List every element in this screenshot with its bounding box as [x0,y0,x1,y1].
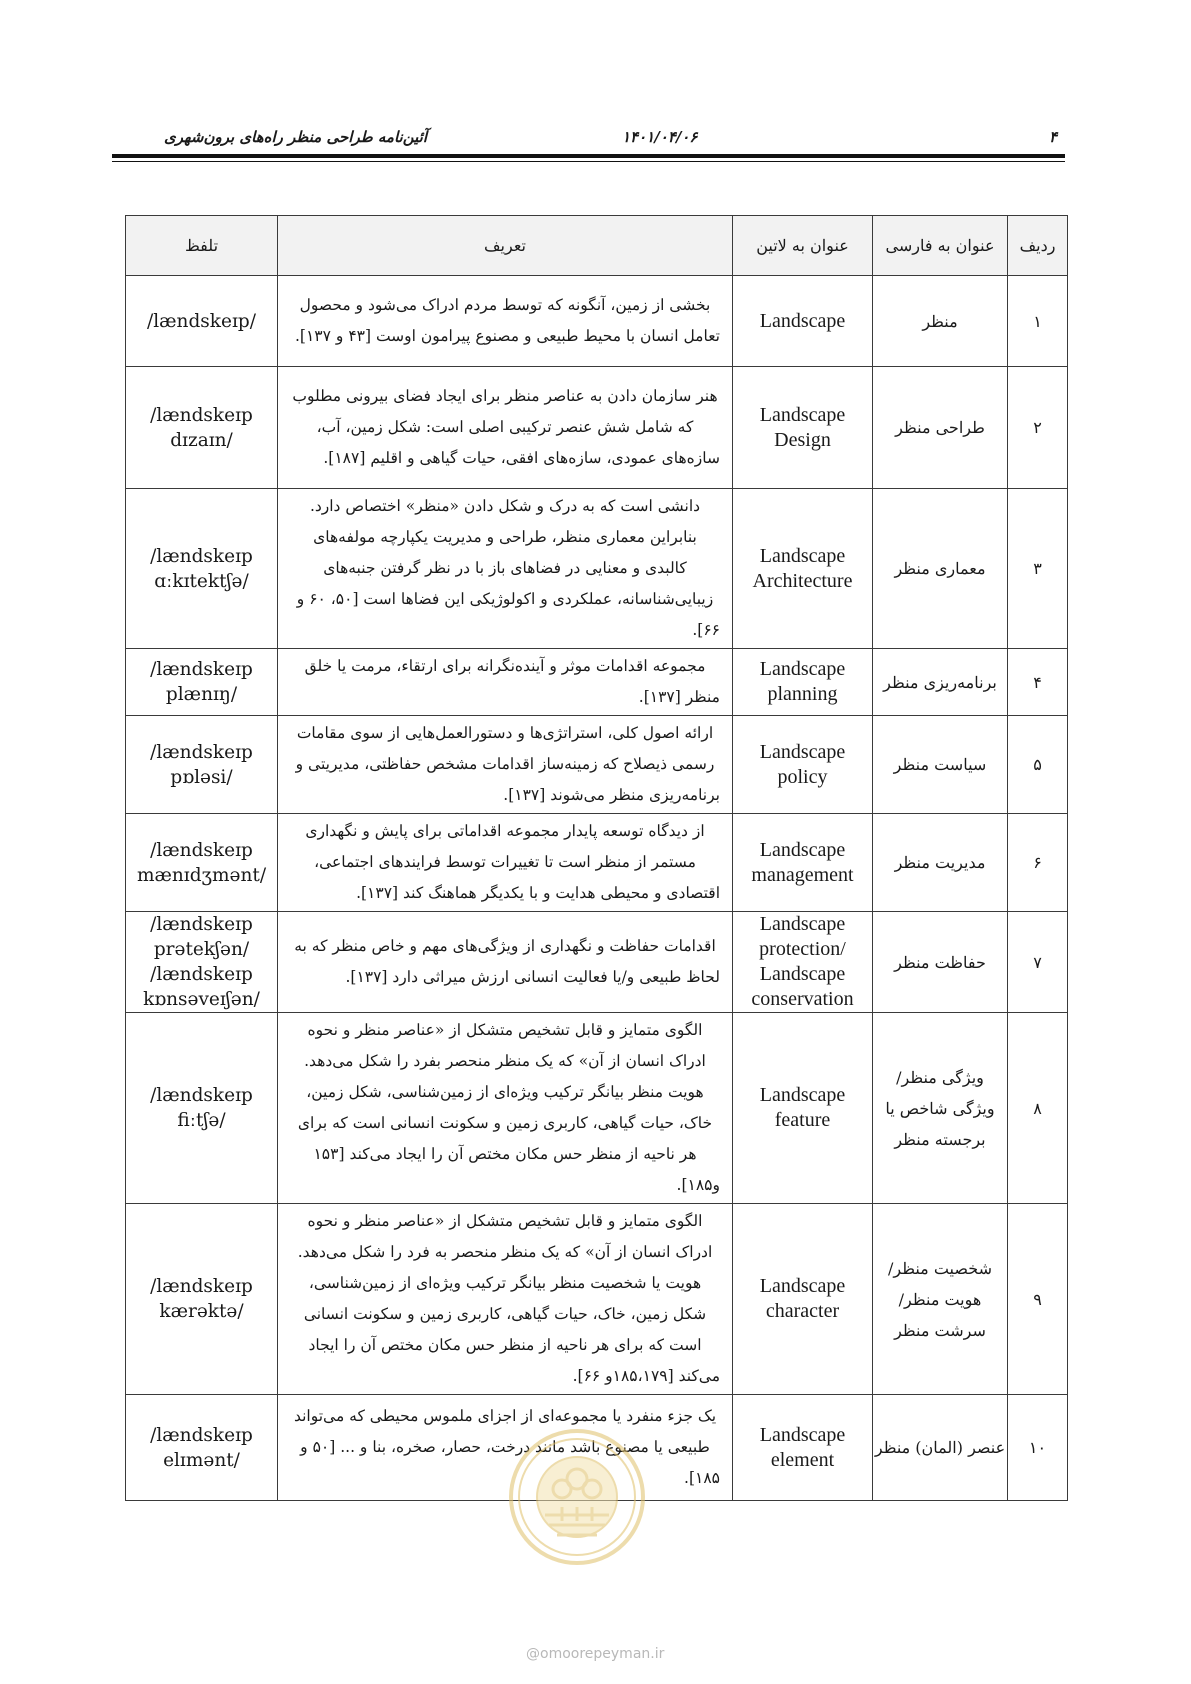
row-number-cell: ۱ [1008,276,1068,367]
definition-cell: ارائه اصول کلی، استراتژی‌ها و دستورالعمل‌هایی از سوی مقامات رسمی ذیصلاح که زمینه‌ساز اقدامات مشخص حفاظتی، مدیریتی و برنامه‌ریزی منظر می‌شوند [۱۳۷]. [278,716,733,814]
latin-title-cell [733,489,873,649]
table-header-row [126,216,1068,276]
pronunciation-line: dɪzaɪn/ [170,429,233,451]
document-date: ۱۴۰۱/۰۴/۰۶ [622,128,698,146]
header-rule-thick [112,154,1065,158]
document-title: آئین‌نامه طراحی منظر راه‌های برون‌شهری [164,128,427,146]
table-row [126,1204,1068,1395]
latin-title-line: Architecture [752,569,853,592]
pronunciation-line: plænɪŋ/ [165,684,238,705]
definition-cell: دانشی است که به درک و شکل دادن «منظر» اختصاص دارد. بنابراین معماری منظر، طراحی و مدیریت یکپارچه مولفه‌های کالبدی و معنایی در فضاهای باز با در نظر گرفتن جنبه‌های زیبایی‌شناسانه، عملکردی و اکولوژیکی این فضاها است [۵۰، ۶۰ و ۶۶]. [278,489,733,649]
pronunciation-line: ɑːkɪtektʃə/ [154,570,249,592]
table-row [126,649,1068,716]
latin-title-line: Landscape [759,838,846,861]
latin-title-line: Landscape [759,1423,846,1446]
pronunciation-line: /lændskeɪp [150,964,253,985]
persian-title-cell: سیاست منظر [873,716,1008,814]
latin-title-line: Landscape [759,658,846,680]
row-number-cell: ۲ [1008,367,1068,489]
pronunciation-line: prətekʃən/ [153,939,250,960]
latin-title-line: protection/ [759,938,846,960]
persian-title-cell: مدیریت منظر [873,814,1008,912]
definition-cell: مجموعه اقدامات موثر و آینده‌نگرانه برای ارتقاء، مرمت یا خلق منظر [۱۳۷]. [278,649,733,716]
latin-title-cell [733,912,873,1013]
pronunciation-line: /lændskeɪp [150,914,253,935]
definition-cell: از دیدگاه توسعه پایدار مجموعه اقداماتی برای پایش و نگهداری مستمر از منظر است تا تغییرات توسط فرایندهای اجتماعی، اقتصادی و محیطی هدایت و با یکدیگر هماهنگ کند [۱۳۷]. [278,814,733,912]
latin-title-line: Landscape [759,913,846,935]
latin-title-line: Landscape [759,309,846,332]
latin-title-cell [733,649,873,716]
table-row [126,716,1068,814]
latin-title-line: character [765,1300,840,1322]
latin-title-line: management [751,863,854,886]
definition-cell: بخشی از زمین، آنگونه که توسط مردم ادراک می‌شود و محصول تعامل انسان با محیط طبیعی و مصنوع پیرامون اوست [۴۳ و ۱۳۷]. [278,276,733,367]
latin-title-cell [733,1204,873,1395]
watermark-seal-icon [507,1427,647,1567]
page-number: ۴ [1048,128,1057,146]
persian-title-cell: ویژگی منظر/ ویژگی شاخص یا برجسته منظر [873,1013,1008,1204]
column-header-definition: تعریف [278,216,733,276]
pronunciation-line: /lændskeɪp [150,1276,253,1297]
row-number-cell: ۵ [1008,716,1068,814]
pronunciation-cell [126,649,278,716]
pronunciation-line: /lændskeɪp/ [147,310,256,332]
pronunciation-cell [126,367,278,489]
definition-cell: هنر سازمان دادن به عناصر منظر برای ایجاد فضای بیرونی مطلوب که شامل شش عنصر ترکیبی اصلی است: شکل زمین، آب، سازه‌های عمودی، سازه‌های افقی، حیات گیاهی و اقلیم [۱۸۷]. [278,367,733,489]
site-watermark-text: @omoorepeyman.ir [526,1646,665,1662]
pronunciation-line: mænɪdʒmənt/ [136,864,267,886]
pronunciation-line: /lændskeɪp [150,1085,253,1106]
pronunciation-line: /lændskeɪp [150,545,253,567]
latin-title-cell [733,276,873,367]
row-number-cell: ۳ [1008,489,1068,649]
pronunciation-cell [126,814,278,912]
pronunciation-line: kærəktə/ [159,1301,244,1322]
column-header-latin-title: عنوان به لاتین [733,216,873,276]
pronunciation-line: kɒnsəveɪʃən/ [143,989,260,1010]
row-number-cell: ۶ [1008,814,1068,912]
definition-cell: الگوی متمایز و قابل تشخیص متشکل از «عناصر منظر و نحوه ادراک انسان از آن» که یک منظر منحصر به فرد را شکل می‌دهد. هویت یا شخصیت منظر بیانگر ترکیب ویژه‌ای از زمین‌شناسی، شکل زمین، خاک، حیات گیاهی، کاربری زمین و سکونت انسانی است که برای هر ناحیه از منظر حس مکان مختص آن را ایجاد می‌کند [۱۸۵،۱۷۹و ۶۶]. [278,1204,733,1395]
pronunciation-line: /lændskeɪp [150,839,253,861]
latin-title-line: Landscape [759,403,846,426]
latin-title-line: conservation [751,988,854,1010]
latin-title-line: planning [767,683,838,705]
table-row [126,367,1068,489]
pronunciation-cell [126,1204,278,1395]
row-number-cell: ۷ [1008,912,1068,1013]
latin-title-cell [733,814,873,912]
page-header [112,128,1065,162]
latin-title-line: Landscape [759,1084,846,1106]
persian-title-cell: عنصر (المان) منظر [873,1395,1008,1501]
pronunciation-line: fiːtʃə/ [177,1110,226,1131]
row-number-cell: ۴ [1008,649,1068,716]
definition-cell: یک جزء منفرد یا مجموعه‌ای از اجزای ملموس محیطی که می‌تواند طبیعی یا مصنوع باشد مانند درخت، حصار، صخره، بنا و ... [۵۰ و ۱۸۵]. [278,1395,733,1501]
table-row [126,489,1068,649]
latin-title-cell [733,367,873,489]
pronunciation-cell [126,1013,278,1204]
row-number-cell: ۹ [1008,1204,1068,1395]
pronunciation-line: /lændskeɪp [150,1424,253,1446]
terms-table-body [126,276,1068,1501]
definition-cell: اقدامات حفاظت و نگهداری از ویژگی‌های مهم و خاص منظر که به لحاظ طبیعی و/یا فعالیت انسانی ارزش میراثی دارد [۱۳۷]. [278,912,733,1013]
latin-title-line: Landscape [759,544,846,567]
persian-title-cell: معماری منظر [873,489,1008,649]
persian-title-cell: طراحی منظر [873,367,1008,489]
persian-title-cell: حفاظت منظر [873,912,1008,1013]
latin-title-line: element [770,1448,835,1471]
terms-table [125,215,1068,1501]
table-row [126,814,1068,912]
latin-title-line: feature [774,1109,831,1131]
pronunciation-line: /lændskeɪp [150,404,253,426]
persian-title-cell: منظر [873,276,1008,367]
table-row [126,912,1068,1013]
latin-title-line: Landscape [759,740,846,763]
pronunciation-cell [126,912,278,1013]
definition-cell: الگوی متمایز و قابل تشخیص متشکل از «عناصر منظر و نحوه ادراک انسان از آن» که یک منظر منحصر بفرد را شکل می‌دهد. هویت منظر بیانگر ترکیب ویژه‌ای از زمین‌شناسی، شکل زمین، خاک، حیات گیاهی، کاربری زمین و سکونت انسانی است که برای هر ناحیه از منظر حس مکان مختص آن را ایجاد می‌کند [۱۵۳ و۱۸۵]. [278,1013,733,1204]
latin-title-cell [733,1013,873,1204]
latin-title-line: Landscape [759,1275,846,1297]
latin-title-line: Design [774,428,831,451]
pronunciation-line: elɪmənt/ [163,1449,240,1471]
latin-title-cell [733,716,873,814]
pronunciation-cell [126,276,278,367]
column-header-row-number: ردیف [1008,216,1068,276]
pronunciation-cell [126,489,278,649]
pronunciation-line: /lændskeɪp [150,741,253,763]
table-row [126,1013,1068,1204]
latin-title-line: Landscape [759,963,846,985]
column-header-persian-title: عنوان به فارسی [873,216,1008,276]
table-row [126,276,1068,367]
pronunciation-cell [126,716,278,814]
pronunciation-line: /lændskeɪp [150,659,253,680]
pronunciation-cell [126,1395,278,1501]
header-rule-thin [112,161,1065,162]
latin-title-cell [733,1395,873,1501]
persian-title-cell: شخصیت منظر/ هویت منظر/ سرشت منظر [873,1204,1008,1395]
column-header-pronunciation: تلفظ [126,216,278,276]
row-number-cell: ۸ [1008,1013,1068,1204]
persian-title-cell: برنامه‌ریزی منظر [873,649,1008,716]
row-number-cell: ۱۰ [1008,1395,1068,1501]
pronunciation-line: pɒləsi/ [170,766,233,788]
latin-title-line: policy [777,765,828,788]
